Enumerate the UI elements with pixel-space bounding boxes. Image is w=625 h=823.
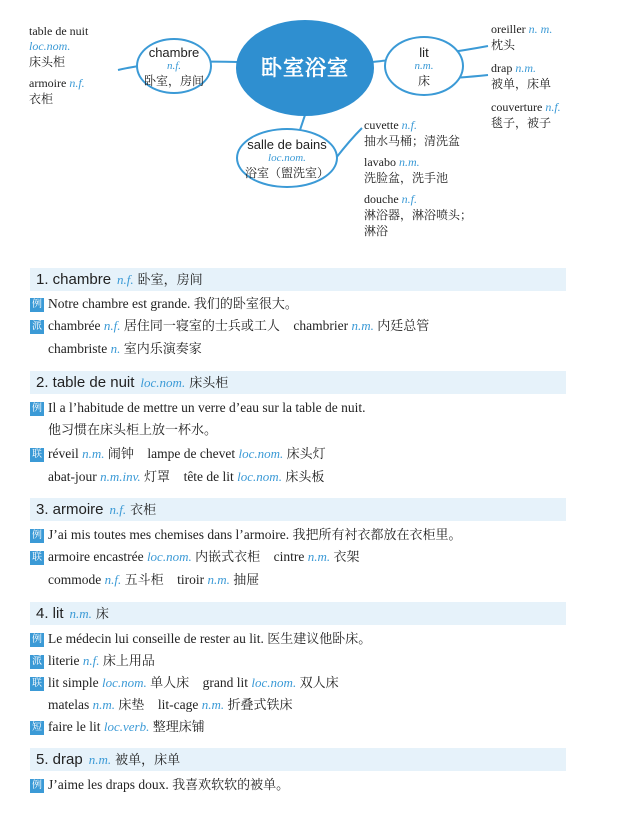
derivative-line: literie n.f. 床上用品 — [48, 653, 155, 669]
mindmap-word: couverture n.f. — [491, 100, 561, 114]
mindmap-pos: loc.nom. — [29, 39, 71, 53]
example-line: Le médecin lui conseille de rester au lit. 医生建议他卧床。 — [48, 631, 372, 647]
phrase-line: faire le lit loc.verb. 整理床铺 — [48, 719, 205, 735]
node-pos: n.f. — [166, 60, 182, 72]
mindmap-pos: n.f. — [401, 118, 417, 132]
section-pos: n.f. — [117, 272, 134, 287]
derivative-tag: 派 — [32, 656, 42, 667]
mindmap-word: oreiller n. m. — [491, 22, 553, 36]
node-word: chambre — [148, 45, 200, 60]
section-title: 3. armoire — [36, 501, 104, 518]
mindmap-word: douche n.f. — [364, 192, 417, 206]
section-title: 2. table de nuit — [36, 374, 135, 391]
mindmap-right-list — [491, 22, 621, 131]
node-lit — [384, 36, 464, 96]
example-tag: 例 — [32, 780, 42, 791]
related-line: armoire encastrée loc.nom. 内嵌式衣柜 cintre n.m. 衣架 — [48, 549, 360, 565]
node-cn: 浴室（盥洗室） — [244, 166, 329, 180]
mindmap-cn: 淋浴 — [364, 224, 389, 238]
related-tag: 联 — [32, 449, 42, 460]
related-tag: 联 — [32, 552, 42, 563]
mindmap-word: table de nuit — [29, 24, 89, 38]
related-tag: 联 — [32, 678, 42, 689]
related-line: abat-jour n.m.inv. 灯罩 tête de lit loc.nom. 床头板 — [48, 469, 325, 485]
mindmap-cn: 抽水马桶；清洗盆 — [364, 134, 461, 148]
derivative-line: chambriste n. 室内乐演奏家 — [48, 341, 202, 357]
section-header-drap — [30, 748, 566, 771]
node-word: lit — [419, 45, 429, 60]
mindmap-pos: n.m. — [515, 61, 536, 75]
node-cn: 卧室，房间 — [143, 74, 204, 88]
node-salle-de-bains — [236, 128, 338, 188]
mindmap-pos: n. m. — [528, 22, 553, 36]
example-line: J’aime les draps doux. 我喜欢软软的被单。 — [48, 777, 290, 793]
related-line: lit simple loc.nom. 单人床 grand lit loc.nom. 双人床 — [48, 675, 339, 691]
section-title: 5. drap — [36, 751, 83, 768]
related-line: réveil n.m. 闹钟 lampe de chevet loc.nom. 床头灯 — [48, 446, 326, 462]
mindmap-word: armoire n.f. — [29, 76, 85, 90]
example-translation: 他习惯在床头柜上放一杯水。 — [48, 423, 218, 438]
center-node-title: 卧室浴室 — [236, 20, 374, 116]
example-line: Il a l’habitude de mettre un verre d’eau sur la table de nuit. — [48, 400, 366, 415]
section-pos: n.m. — [88, 752, 112, 767]
example-line: J’ai mis toutes mes chemises dans l’armoire. 我把所有衬衣都放在衣柜里。 — [48, 527, 462, 543]
mindmap-pos: n.m. — [399, 155, 420, 169]
node-pos: n.m. — [414, 60, 434, 72]
mindmap-word: cuvette n.f. — [364, 118, 417, 132]
mindmap-cn: 枕头 — [491, 38, 516, 52]
section-cn: 衣柜 — [130, 503, 157, 518]
example-line: Notre chambre est grande. 我们的卧室很大。 — [48, 296, 298, 312]
example-tag: 例 — [32, 530, 42, 541]
section-cn: 床 — [95, 607, 109, 622]
mindmap-cn: 洗脸盆，洗手池 — [364, 171, 449, 185]
example-tag: 例 — [32, 299, 42, 310]
mindmap-bottom-list — [364, 118, 514, 239]
section-pos: n.m. — [69, 606, 92, 621]
mindmap-cn: 被单，床单 — [491, 77, 552, 91]
related-line: commode n.f. 五斗柜 tiroir n.m. 抽屉 — [48, 572, 260, 588]
section-header-chambre — [30, 268, 566, 291]
derivative-line: chambrée n.f. 居住同一寝室的士兵或工人 chambrier n.m. 内廷总管 — [48, 318, 430, 334]
section-header-armoire — [30, 498, 566, 521]
mindmap-pos: n.f. — [69, 76, 85, 90]
section-cn: 床头柜 — [189, 376, 229, 391]
node-chambre — [136, 38, 212, 94]
section-cn: 卧室，房间 — [137, 273, 203, 288]
phrase-tag: 短 — [32, 722, 42, 733]
section-pos: loc.nom. — [140, 375, 186, 390]
mindmap-word: drap n.m. — [491, 61, 536, 75]
mindmap-cn: 衣柜 — [29, 92, 54, 106]
mindmap-cn: 床头柜 — [29, 55, 66, 69]
example-tag: 例 — [32, 403, 42, 414]
mindmap-cn: 毯子，被子 — [491, 116, 552, 130]
mindmap-cn: 淋浴器，淋浴喷头； — [364, 208, 473, 222]
mindmap-word: lavabo n.m. — [364, 155, 420, 169]
node-pos: loc.nom. — [268, 152, 306, 164]
section-header-table-de-nuit — [30, 371, 566, 394]
related-line: matelas n.m. 床垫 lit-cage n.m. 折叠式铁床 — [48, 697, 293, 713]
section-title: 1. chambre — [36, 271, 112, 288]
mindmap-left-list — [29, 24, 139, 107]
mindmap-pos: n.f. — [401, 192, 417, 206]
section-header-lit — [30, 602, 566, 625]
section-cn: 被单，床单 — [115, 753, 181, 768]
node-word: salle de bains — [247, 137, 327, 152]
section-title: 4. lit — [36, 605, 64, 622]
derivative-tag: 派 — [32, 321, 42, 332]
node-cn: 床 — [417, 74, 430, 88]
example-tag: 例 — [32, 634, 42, 645]
mindmap-pos: n.f. — [545, 100, 561, 114]
section-pos: n.f. — [109, 502, 127, 517]
